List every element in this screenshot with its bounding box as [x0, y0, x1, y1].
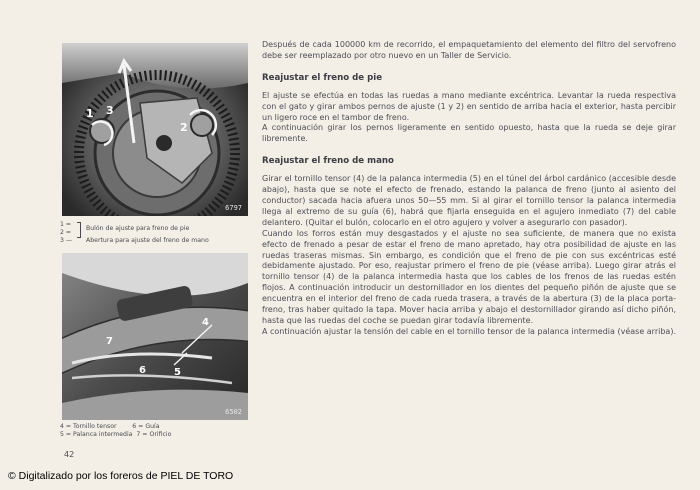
caption-top-marker-1: 1 = — [60, 221, 72, 228]
heading-foot-brake: Reajustar el freno de pie — [262, 72, 383, 83]
label-4: 4 — [202, 317, 209, 328]
label-1: 1 — [86, 107, 94, 120]
digitization-credit: © Digitalizado por los foreros de PIEL DE TORO — [8, 470, 234, 482]
hand-brake-paragraph-2: Cuando los forros están muy desgastados y el ajuste no sea suficiente, de manera que no exista efecto de frenado a pesar de estar el freno de mano apretado, hay otra posibilidad de ajuste en las ruedas traseras mismas. Sin embargo, es condición que el freno de pie con sus excéntricas esté debidamente ajustado. Por eso, reajustar primero el freno de pie (véase arriba). Luego girar atrás el tornillo tensor (4) de la palanca intermedia hasta que los cables de los frenos de las ruedas estén flojos. A continuación introducir un destornillador en los dientes del pequeño piñón de ajuste que se encuentra en el interior del freno de cada rueda trasera, a través de la abertura (3) de la placa porta-freno, tras haber quitado la tapa. Mover hacia arriba y abajo el destornillador girando así dicho piñón, hasta que las ruedas del coche se puedan girar todavía libremente. — [262, 228, 676, 325]
photo-brake-drum — [62, 43, 248, 216]
foot-brake-paragraph-2: A continuación girar los pernos ligeramente en sentido opuesto, hasta que la rueda se deje girar libremente. — [262, 123, 676, 144]
heading-hand-brake: Reajustar el freno de mano — [262, 156, 394, 167]
label-3: 3 — [106, 104, 114, 117]
hand-brake-paragraph-1: Girar el tornillo tensor (4) de la palanca intermedia (5) en el túnel del árbol cardánico (accesible desde abajo), hasta que se note el efecto de frenado, estando la palanca de freno (junto al asiento del conductor) sacada hacia afuera unos 50—55 mm. Si al girar el tornillo tensor la palanca intermedia llega al extremo de su guía (6), habrá que fijarla enseguida en el agujero inmediato (7) del cable delantero. (Quitar el bulón, colocarlo en el otro agujero y volver a asegurarlo con pasador). — [262, 174, 676, 227]
caption-top-marker-3: 3 — — [60, 237, 73, 244]
brake-drum-illustration — [62, 43, 248, 216]
intro-paragraph: Después de cada 100000 km de recorrido, el empaquetamiento del elemento del filtro del servofreno debe ser reemplazado por otro nuevo en un Taller de Servicio. — [262, 40, 676, 60]
photo-code: 6797 — [225, 204, 242, 212]
handbrake-linkage-illustration — [62, 253, 248, 420]
caption-bracket — [77, 222, 81, 238]
caption-bottom-line-2: 5 = Palanca intermedia 7 = Orificio — [60, 431, 172, 438]
hand-brake-paragraph-3: A continuación ajustar la tensión del cable en el tornillo tensor de la palanca intermedia (véase arriba). — [262, 326, 676, 336]
page-number: 42 — [64, 450, 75, 459]
label-6: 6 — [139, 365, 146, 376]
label-7: 7 — [106, 336, 113, 347]
caption-bottom-line-1: 4 = Tornillo tensor 6 = Guía — [60, 423, 160, 430]
label-2: 2 — [180, 121, 188, 134]
caption-top-line-2: Abertura para ajuste del freno de mano — [86, 237, 209, 244]
caption-top-marker-2: 2 = — [60, 229, 72, 236]
body-text — [262, 40, 676, 338]
photo-handbrake-linkage — [62, 253, 248, 420]
label-5: 5 — [174, 367, 181, 378]
caption-top-line-1: Bulón de ajuste para freno de pie — [86, 225, 190, 232]
foot-brake-paragraph-1: El ajuste se efectúa en todas las ruedas a mano mediante excéntrica. Levantar la rueda respectiva con el gato y girar ambos pernos de ajuste (1 y 2) en sentido de arriba hacia el exterior, hasta percibir un ligero roce en el tambor de freno. — [262, 90, 676, 122]
photo-code: 6502 — [225, 408, 242, 416]
